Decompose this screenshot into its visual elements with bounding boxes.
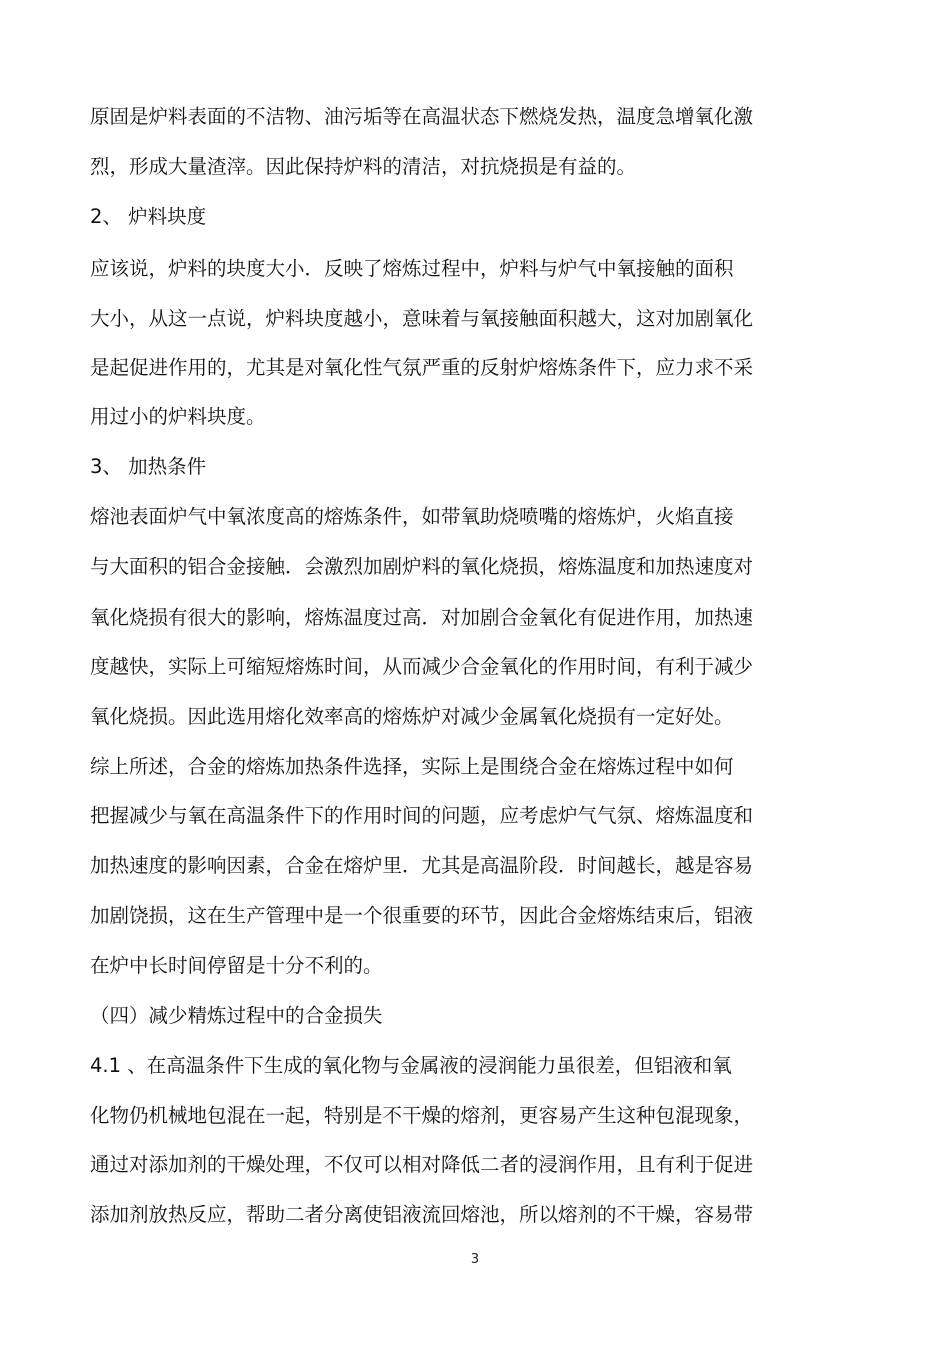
text-line: 烈，形成大量渣滓。因此保持炉料的清洁，对抗烧损是有益的。 xyxy=(90,155,637,178)
section-heading: 3、 加热条件 xyxy=(90,455,207,478)
text-line: 加剧饶损，这在生产管理中是一个很重要的环节，因此合金熔炼结束后，铝液 xyxy=(90,904,754,927)
text-line: 加热速度的影响因素，合金在熔炉里．尤其是高温阶段．时间越长，越是容易 xyxy=(90,854,754,877)
text-line: 氧化烧损有很大的影响，熔炼温度过高．对加剧合金氧化有促进作用，加热速 xyxy=(90,606,754,629)
section-heading: 2、 炉料块度 xyxy=(90,205,207,228)
text-line: 4.1 、在高温条件下生成的氧化物与金属液的浸润能力虽很差，但铝液和氧 xyxy=(90,1054,732,1077)
text-line: 综上所述，合金的熔炼加热条件选择，实际上是围绕合金在熔炼过程中如何 xyxy=(90,755,734,778)
section-heading: （四）减少精炼过程中的合金损失 xyxy=(90,1004,383,1027)
text-line: 添加剂放热反应，帮助二者分离使铝液流回熔池，所以熔剂的不干燥，容易带 xyxy=(90,1203,754,1226)
page-number: 3 xyxy=(470,1252,480,1267)
text-line: 把握减少与氧在高温条件下的作用时间的问题，应考虑炉气气氛、熔炼温度和 xyxy=(90,804,754,827)
text-line: 在炉中长时间停留是十分不利的。 xyxy=(90,954,383,977)
text-line: 度越快，实际上可缩短熔炼时间，从而减少合金氧化的作用时间，有利于减少 xyxy=(90,655,754,678)
text-line: 原固是炉料表面的不洁物、油污垢等在高温状态下燃烧发热，温度急增氧化激 xyxy=(90,105,754,128)
text-line: 通过对添加剂的干燥处理，不仅可以相对降低二者的浸润作用，且有利于促进 xyxy=(90,1153,754,1176)
text-line: 熔池表面炉气中氧浓度高的熔炼条件，如带氧助烧喷嘴的熔炼炉，火焰直接 xyxy=(90,505,734,528)
text-line: 与大面积的铝合金接触．会激烈加剧炉料的氧化烧损，熔炼温度和加热速度对 xyxy=(90,555,754,578)
text-line: 用过小的炉料块度。 xyxy=(90,405,266,428)
text-line: 化物仍机械地包混在一起，特别是不干燥的熔剂，更容易产生这种包混现象， xyxy=(90,1104,754,1127)
text-line: 应该说，炉料的块度大小．反映了熔炼过程中，炉料与炉气中氧接触的面积 xyxy=(90,257,734,280)
text-line: 氧化烧损。因此选用熔化效率高的熔炼炉对减少金属氧化烧损有一定好处。 xyxy=(90,705,734,728)
text-line: 大小，从这一点说，炉料块度越小，意味着与氧接触面积越大，这对加剧氧化 xyxy=(90,307,754,330)
text-line: 是起促进作用的，尤其是对氧化性气氛严重的反射炉熔炼条件下，应力求不采 xyxy=(90,356,754,379)
